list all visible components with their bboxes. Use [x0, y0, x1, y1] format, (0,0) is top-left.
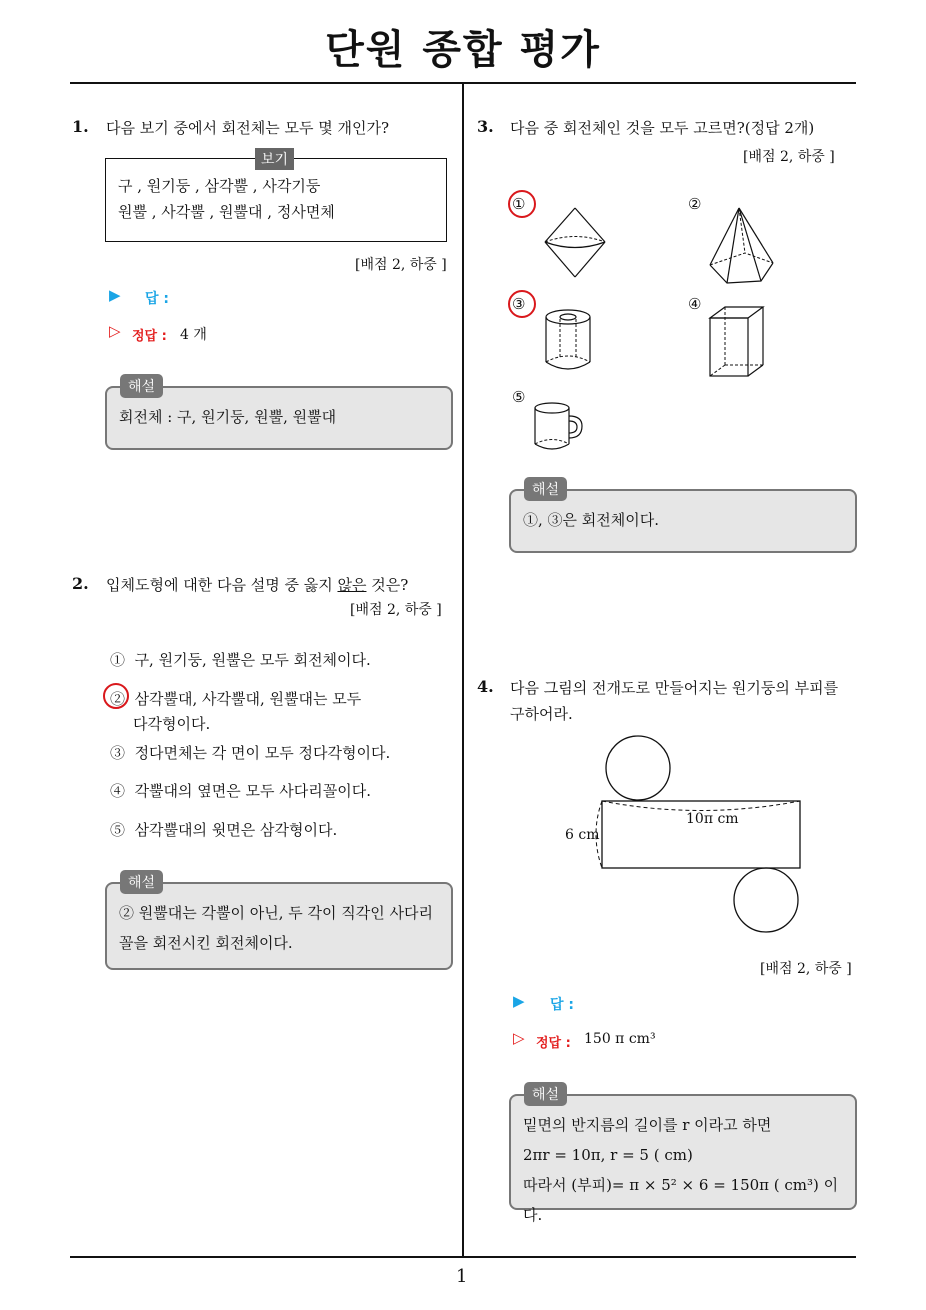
q4-label-length: 10π cm — [686, 811, 739, 827]
q1-text: 다음 보기 중에서 회전체는 모두 몇 개인가? — [106, 119, 389, 137]
q3-explain-label: 해설 — [524, 477, 567, 501]
q4-label-height: 6 cm — [565, 827, 600, 843]
q2-option-3: ③ 정다면체는 각 면이 모두 정다각형이다. — [110, 744, 391, 762]
q3-marker-1: ① — [512, 195, 526, 213]
q3-meta: [배점 2, 하중 ] — [743, 149, 835, 165]
q1-number: 1. — [72, 117, 89, 136]
selected-mark-icon — [508, 290, 536, 318]
q2-explain-label: 해설 — [120, 870, 163, 894]
q3-text: 다음 중 회전체인 것을 모두 고르면?(정답 2개) — [510, 119, 815, 137]
q4-correct-label: 정답 : — [536, 1036, 571, 1051]
q2-meta: [배점 2, 하중 ] — [350, 602, 442, 618]
q1-correct-label: 정답 : — [132, 329, 167, 344]
q2-option-2: ② 삼각뿔대, 사각뿔대, 원뿔대는 모두 — [110, 690, 362, 708]
q2-explain-line1: ② 원뿔대는 각뿔이 아닌, 두 각이 직각인 사다리 — [119, 904, 433, 922]
correct-arrow-icon: ▷ — [513, 1029, 525, 1047]
page-number: 1 — [456, 1266, 468, 1287]
q4-explain-line3: 따라서 (부피)= π × 5² × 6 = 150π ( cm³) 이다. — [523, 1176, 839, 1224]
q1-correct-value: 4 개 — [180, 327, 207, 343]
q2-text-underline: 않은 — [337, 576, 367, 594]
q4-explain-line1: 밑면의 반지름의 길이를 r 이라고 하면 — [523, 1116, 772, 1134]
q1-meta: [배점 2, 하중 ] — [355, 257, 447, 273]
q3-explain-text: ①, ③은 회전체이다. — [523, 511, 660, 529]
rectangular-prism-icon — [705, 303, 770, 381]
selected-mark-icon — [508, 190, 536, 218]
double-cone-icon — [540, 205, 610, 280]
q3-number: 3. — [477, 117, 494, 136]
q1-answer-label: 답 : — [145, 291, 169, 307]
q2-number: 2. — [72, 574, 89, 593]
q2-option-5: ⑤ 삼각뿔대의 윗면은 삼각형이다. — [110, 821, 338, 839]
q3-marker-2: ② — [688, 195, 702, 213]
footer-rule — [70, 1256, 856, 1258]
q1-explain-label: 해설 — [120, 374, 163, 398]
q2-text: 입체도형에 대한 다음 설명 중 옳지 않은 것은? — [106, 576, 409, 594]
q4-explain-label: 해설 — [524, 1082, 567, 1106]
pyramid-icon — [705, 205, 780, 287]
q4-text-line1: 다음 그림의 전개도로 만들어지는 원기둥의 부피를 — [510, 679, 839, 697]
q3-marker-4: ④ — [688, 295, 702, 313]
q1-explain-text: 회전체 : 구, 원기둥, 원뿔, 원뿔대 — [119, 408, 337, 426]
answer-arrow-icon: ▶ — [109, 286, 121, 304]
column-divider — [462, 83, 464, 1258]
q3-marker-5: ⑤ — [512, 388, 526, 406]
q4-explain-line2: 2πr = 10π, r = 5 ( cm) — [523, 1146, 693, 1164]
page-title: 단원 종합 평가 — [325, 27, 601, 73]
q1-bogi-line1: 구 , 원기둥 , 삼각뿔 , 사각기둥 — [118, 177, 321, 195]
q4-text-line2: 구하어라. — [510, 705, 573, 723]
hollow-cylinder-icon — [540, 307, 596, 373]
q2-explain-line2: 꼴을 회전시킨 회전체이다. — [119, 934, 293, 952]
mug-icon — [530, 398, 588, 454]
q4-number: 4. — [477, 677, 494, 696]
answer-arrow-icon: ▶ — [513, 992, 525, 1010]
q4-correct-value: 150 π cm³ — [584, 1031, 656, 1047]
q2-option-4: ④ 각뿔대의 옆면은 모두 사다리꼴이다. — [110, 782, 371, 800]
q2-option-2-cont: 다각형이다. — [133, 715, 211, 733]
q4-answer-label: 답 : — [550, 997, 574, 1013]
q4-meta: [배점 2, 하중 ] — [760, 961, 852, 977]
q2-option-1: ① 구, 원기둥, 원뿔은 모두 회전체이다. — [110, 651, 371, 669]
q2-explain-box — [105, 882, 453, 970]
q1-bogi-label: 보기 — [255, 148, 294, 170]
q4-explain-box — [509, 1094, 857, 1224]
correct-arrow-icon: ▷ — [109, 322, 121, 340]
q1-bogi-line2: 원뿔 , 사각뿔 , 원뿔대 , 정사면체 — [118, 203, 335, 221]
q3-marker-3: ③ — [512, 295, 526, 313]
